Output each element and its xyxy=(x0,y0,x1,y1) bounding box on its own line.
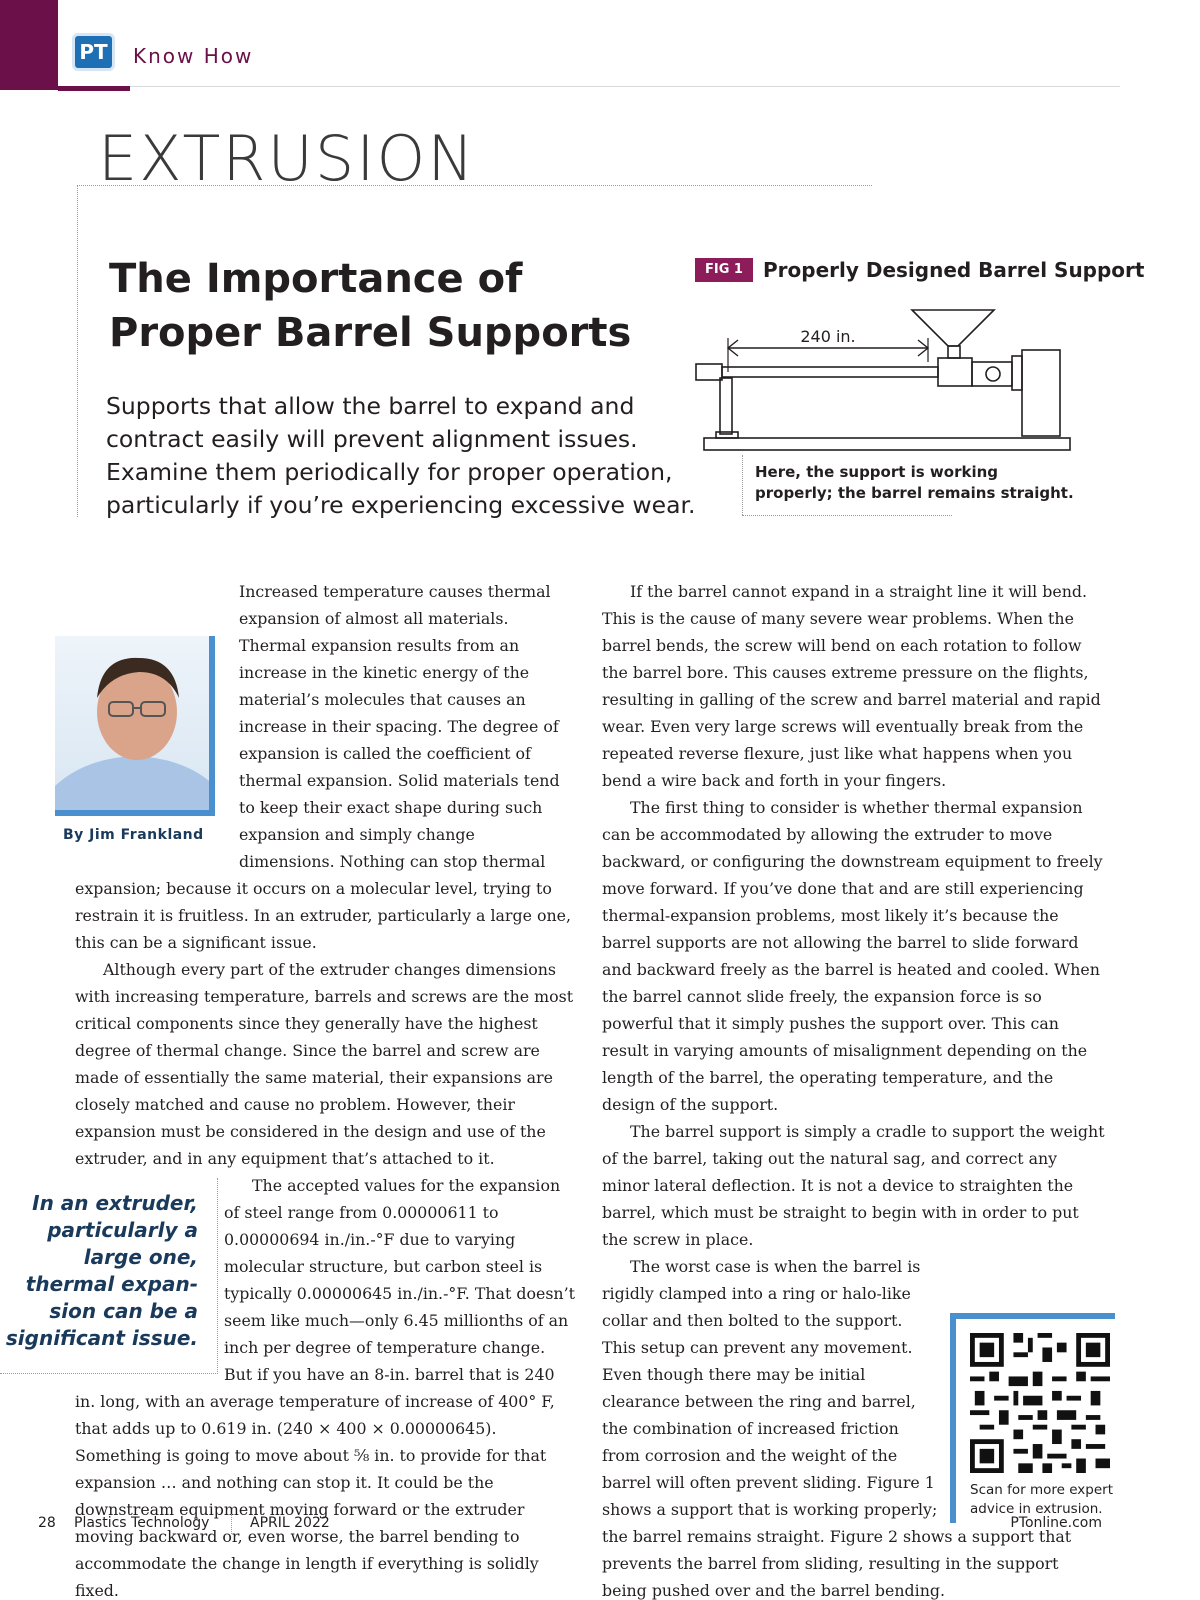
article-deck: Supports that allow the barrel to expand and contract easily will prevent alignment issues. Examine them periodically for proper operation, particularly if you’re experiencing excessive wear. xyxy=(106,392,696,519)
hopper xyxy=(912,310,994,346)
author-byline: By Jim Frankland xyxy=(63,827,204,843)
coupling-flange xyxy=(1012,356,1022,390)
hopper-neck xyxy=(948,346,960,358)
figure-tag: FIG 1 xyxy=(695,258,753,282)
issue-date: APRIL 2022 xyxy=(250,1515,330,1531)
author-box xyxy=(55,632,233,852)
barrel xyxy=(722,367,938,377)
gearbox-coupling xyxy=(972,362,1012,386)
pt-logo: PT xyxy=(75,36,112,68)
header-rule xyxy=(130,86,1120,87)
pull-quote: In an extruder, particularly a large one, thermal expan-sion can be a significant issue. xyxy=(5,1191,198,1350)
barrel-end xyxy=(696,364,722,380)
qr-caption: Scan for more expert advice in extrusion. xyxy=(970,1482,1114,1517)
footer-separator xyxy=(231,1514,232,1534)
author-photo xyxy=(55,636,215,816)
machine-base xyxy=(704,438,1070,450)
figure-caption-rule xyxy=(742,455,743,515)
figure-caption: Here, the support is working properly; the barrel remains straight. xyxy=(755,463,1074,502)
pull-quote-box xyxy=(0,1178,218,1374)
article-column-right xyxy=(602,578,1114,1600)
website-link[interactable]: PTonline.com xyxy=(1010,1515,1102,1531)
headline-line-2: Proper Barrel Supports xyxy=(109,310,632,356)
title-divider-vertical xyxy=(77,185,78,517)
author-shirt xyxy=(55,756,215,816)
header-accent-bar xyxy=(0,0,58,90)
dimension-label: 240 in. xyxy=(800,327,856,346)
author-portrait-illustration xyxy=(55,636,215,816)
right-paragraph-3: The barrel support is simply a cradle to support the weight of the barrel, taking out the natural sag, and correct any minor lateral deflection. It is not a device to straighten the barrel, which must be straight to begin with in order to put the screw in place. xyxy=(602,1122,1105,1249)
pull-quote-rule xyxy=(217,1178,218,1374)
left-paragraph-1: Increased temperature causes thermal expansion of almost all materials. Thermal expansion results from an increase in the kinetic energy of the material’s molecules that causes an increase in their spacing. The degree of expansion is called the coefficient of thermal expansion. Solid materials tend to keep their exact shape during such expansion and simply change dimensions. Nothing can stop thermal expansion; because it occurs on a molecular level, trying to restrain it is fruitless. In an extruder, particularly a large one, this can be a significant issue. xyxy=(75,582,572,952)
barrel-support-diagram xyxy=(690,300,1090,460)
coupling-circle xyxy=(986,367,1000,381)
title-divider xyxy=(77,185,872,186)
headline-line-1: The Importance of xyxy=(109,256,523,302)
right-paragraph-2: The first thing to consider is whether thermal expansion can be accommodated by allowing the extruder to move backward, or configuring the downstream equipment to freely move forward. If you’ve done that and are still experiencing thermal-expansion problems, most likely it’s because the barrel supports are not allowing the barrel to slide forward and backward freely as the barrel is heated and cooled. When the barrel cannot slide freely, the expansion force is so powerful that it simply pushes the support over. This can result in varying amounts of misalignment depending on the length of the barrel, the operating temperature, and the design of the support. xyxy=(602,798,1103,1114)
right-paragraph-4: The worst case is when the barrel is rigidly clamped into a ring or halo-like collar and then bolted to the support. This setup can prevent any movement. Even though there may be initial clearance between the ring and barrel, the combination of increased friction from corrosion and the weight of the barrel will often prevent sliding. Figure 1 shows a support that is working properly; the barrel remains straight. Figure 2 shows a support that prevents the barrel from sliding, resulting in the support being pushed over and the barrel bending. xyxy=(602,1257,1072,1600)
page-title: EXTRUSION xyxy=(98,122,476,195)
drive-motor xyxy=(1022,350,1060,436)
barrel-support-post xyxy=(720,378,732,434)
figure-caption-rule-bottom xyxy=(742,515,952,516)
pull-quote-rule-bottom xyxy=(0,1373,218,1374)
header-accent-underline xyxy=(58,86,130,91)
figure-title: Properly Designed Barrel Support xyxy=(763,258,1145,282)
section-label: Know How xyxy=(133,44,254,68)
feed-throat xyxy=(938,358,972,386)
qr-box xyxy=(950,1313,1115,1523)
left-paragraph-2: Although every part of the extruder changes dimensions with increasing temperature, barrels and screws are the most critical components since they generally have the highest degree of thermal change. Since the barrel and screw are made of essentially the same material, their expansions are closely matched and cause no problem. However, their expansion must be considered in the design and use of the extruder, and in any equipment that’s attached to it. xyxy=(75,960,574,1168)
right-paragraph-1: If the barrel cannot expand in a straight line it will bend. This is the cause of many severe wear problems. When the barrel bends, the screw will bend on each rotation to follow the barrel bore. This causes extreme pressure on the flights, resulting in galling of the screw and barrel material and rapid wear. Even very large screws will eventually break from the repeated reverse flexure, just like what happens when you bend a wire back and forth in your fingers. xyxy=(602,582,1101,790)
article-headline xyxy=(109,252,669,360)
page-number: 28 xyxy=(38,1515,56,1531)
magazine-name: Plastics Technology xyxy=(74,1515,210,1531)
qr-code[interactable] xyxy=(970,1333,1110,1473)
left-paragraph-3: The accepted values for the expansion of steel range from 0.00000611 to 0.00000694 in./in.-°F due to varying molecular structure, but carbon steel is typically 0.00000645 in./in.-°F. That doesn’t seem like much—only 6.45 millionths of an inch per degree of temperature change. But if you have an 8-in. barrel that is 240 in. long, with an average temperature of increase of 400° F, that adds up to 0.619 in. (240 × 400 × 0.00000645). Something is going to move about ⅝ in. to provide for that expansion … and nothing can stop it. It could be the downstream equipment moving forward or the extruder moving backward or, even worse, the barrel bending to accommodate the change in length if everything is solidly fixed. xyxy=(75,1176,575,1600)
